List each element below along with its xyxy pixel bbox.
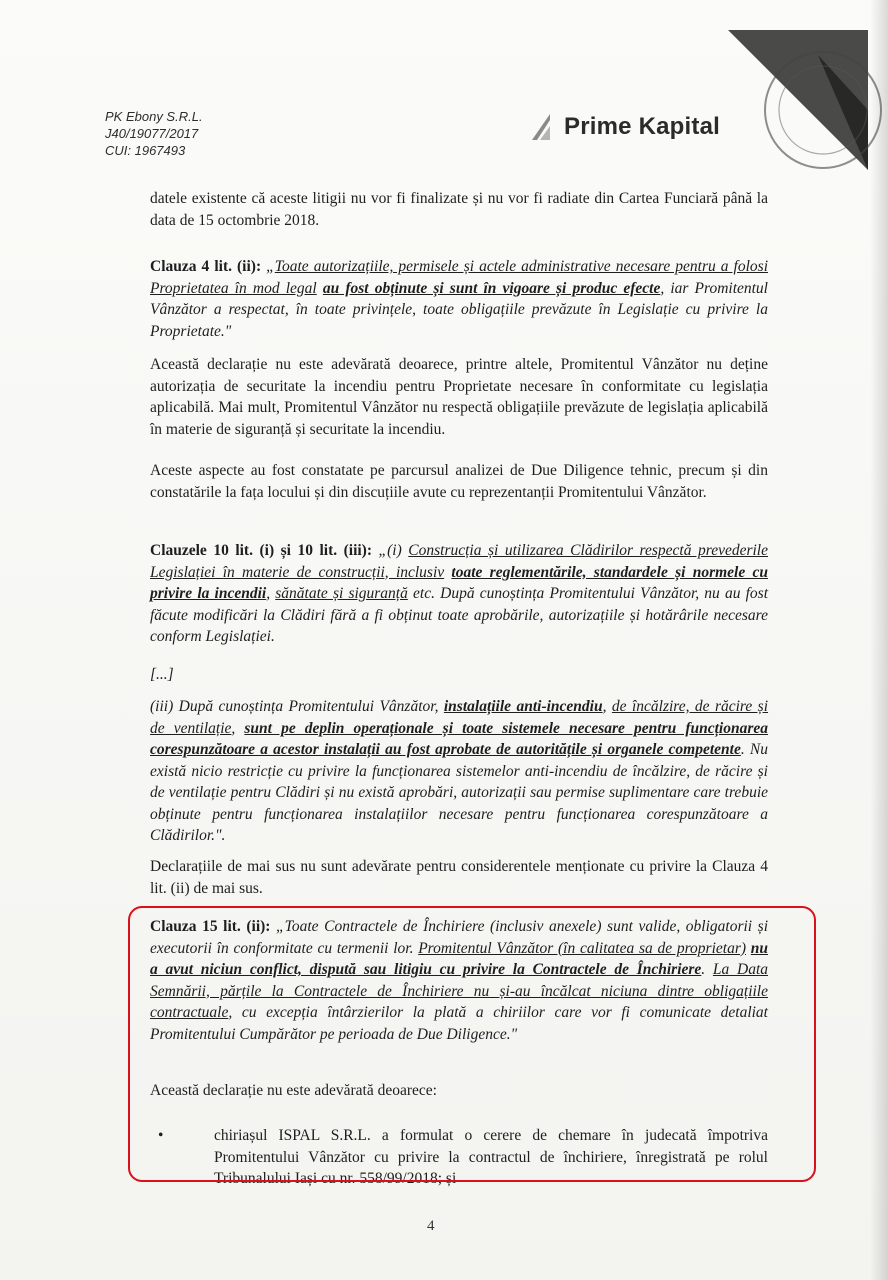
registration-number: J40/19077/2017 <box>105 126 199 141</box>
bullet-icon: • <box>158 1127 164 1144</box>
clause-4-label: Clauza 4 lit. (ii): <box>150 258 262 275</box>
page-edge-shadow <box>870 0 888 1280</box>
logo-text: Prime Kapital <box>564 113 720 140</box>
prime-kapital-logo <box>528 112 720 142</box>
notary-stamp <box>728 30 888 190</box>
list-item: • chiriașul ISPAL S.R.L. a formulat o cerere de chemare în judecată împotriva Promitentului Vânzător cu privire la contractul de închiriere, înregistrată pe rolul Tribunalului Iași cu nr. 558/99/2018; și <box>158 1125 768 1190</box>
company-header <box>105 108 203 159</box>
paragraph-due-diligence: Aceste aspecte au fost constatate pe parcursul analizei de Due Diligence tehnic, precum și din constatările la fața locului și din discuțiile avute cu reprezentanții Promitentului Vânzător. <box>150 462 768 501</box>
company-name: PK Ebony S.R.L. <box>105 109 203 124</box>
clause-15-quote: Clauza 15 lit. (ii): „Toate Contractele de Închiriere (inclusiv anexele) sunt valide, obligatorii și executorii în conformitate cu termenii lor. Promitentul Vânzător (în calitatea sa de proprietar) nu a avut niciun conflict, dispută sau litigiu cu privire la Contractele de Închiriere. La Data Semnării, părțile la Contractele de Închiriere nu și-au încălcat niciuna dintre obligațiile contractuale, cu excepția întârzierilor la plată a chiriilor care vor fi comunicate detaliat Promitentului Cumpărător pe perioada de Due Diligence." <box>150 918 769 1043</box>
clause-4-quote: Clauza 4 lit. (ii): „Toate autorizațiile, permisele și actele administrative necesare pentru a folosi Proprietatea în mod legal au fost obținute și sunt în vigoare și produc efecte, iar Promitentul Vânzător a respectat, în toate privințele, toate obligațiile prevăzute în Legislație cu privire la Proprietate." <box>150 258 769 340</box>
paragraph-declarations: Declarațiile de mai sus nu sunt adevărate pentru considerentele menționate cu privire la Clauza 4 lit. (ii) de mai sus. <box>150 858 768 897</box>
ellipsis: [...] <box>150 666 174 683</box>
page-number: 4 <box>427 1218 435 1234</box>
paragraph-not-true: Această declarație nu este adevărată deoarece: <box>150 1082 437 1099</box>
paragraph-fire-authorization: Această declarație nu este adevărată deoarece, printre altele, Promitentul Vânzător nu deține autorizația de securitate la incendiu pentru Proprietate necesare în conformitate cu legislația aplicabilă. Mai mult, Promitentul Vânzător nu respectă obligațiile prevăzute de legislația aplicabilă în materie de siguranță și securitate la incendiu. <box>150 356 768 438</box>
red-highlight-box <box>128 906 816 1182</box>
paragraph-litigation-end: datele existente că aceste litigii nu vor fi finalizate și nu vor fi radiate din Cartea Funciară până la data de 15 octombrie 2018. <box>150 190 768 229</box>
logo-mark-icon <box>528 112 554 142</box>
cui-number: CUI: 1967493 <box>105 143 186 158</box>
clause-10-label: Clauzele 10 lit. (i) și 10 lit. (iii): <box>150 542 373 559</box>
clause-10-iii-quote: (iii) După cunoștința Promitentului Vânzător, instalațiile anti-incendiu, de încălzire, de răcire și de ventilație, sunt pe deplin operaționale și toate sistemele necesare pentru funcționarea corespunzătoare a acestor instalații au fost aprobate de autoritățile și organele competente. Nu există nicio restricție cu privire la funcționarea sistemelor anti-incendiu de încălzire, de răcire și de ventilație pentru Clădiri și nu există aprobări, autorizații sau permise suplimentare care trebuie obținute pentru funcționarea instalațiilor necesare pentru funcționarea corespunzătoare a Clădirilor.". <box>150 698 769 844</box>
clause-10-quote: Clauzele 10 lit. (i) și 10 lit. (iii): „(i) Construcția și utilizarea Clădirilor respectă prevederile Legislației în materie de construcții, inclusiv toate reglementările, standardele și normele cu privire la incendii, sănătate și siguranță etc. După cunoștința Promitentului Vânzător, nu au fost făcute modificări la Clădiri fără a fi obținut toate aprobările, autorizațiile și hotărârile necesare conform Legislației. <box>150 542 769 645</box>
clause-15-label: Clauza 15 lit. (ii): <box>150 918 271 935</box>
